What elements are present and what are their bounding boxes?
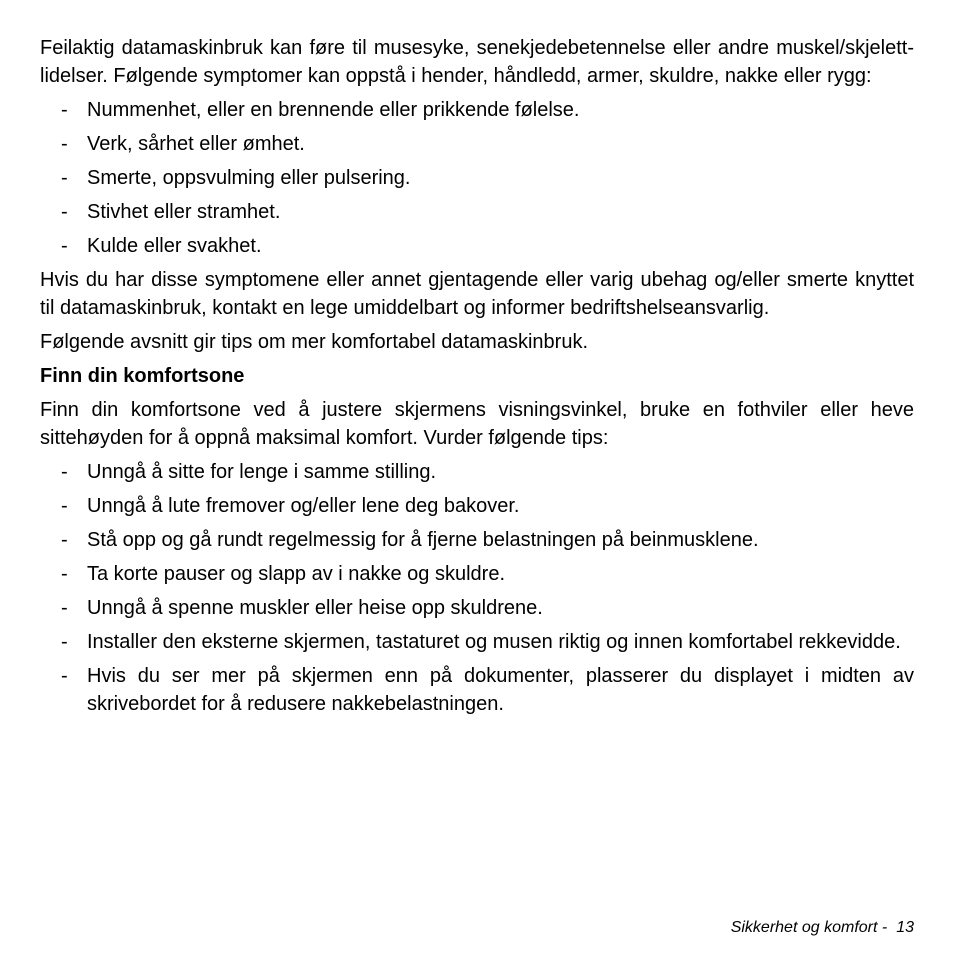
- list-dash: -: [61, 461, 68, 483]
- list-dash: -: [61, 563, 68, 585]
- page-footer: [731, 918, 914, 938]
- list-item: - Unngå å sitte for lenge i samme stilling.: [40, 458, 914, 486]
- section-heading: Finn din komfortsone: [40, 365, 245, 387]
- list-dash: -: [61, 631, 68, 653]
- list-dash: -: [61, 495, 68, 517]
- next-paragraph: Følgende avsnitt gir tips om mer komfortabel datamaskinbruk.: [40, 331, 588, 353]
- list-item: - Kulde eller svakhet.: [40, 232, 914, 260]
- list-item: - Smerte, oppsvulming eller pulsering.: [40, 164, 914, 192]
- list-item: - Ta korte pauser og slapp av i nakke og skuldre.: [40, 560, 914, 588]
- list-dash: -: [61, 529, 68, 551]
- advice-paragraph: Hvis du har disse symptomene eller annet gjentagende eller varig ubehag og/eller smerte knyttet til datamaskinbruk, kontakt en lege umiddelbart og informer bedriftshelseansvarlig.: [40, 269, 914, 319]
- comfort-intro-paragraph: Finn din komfortsone ved å justere skjermens visningsvinkel, bruke en fothviler eller heve sittehøyden for å oppnå maksimal komfort. Vurder følgende tips:: [40, 399, 914, 449]
- tips-list: [40, 458, 914, 718]
- list-item: - Stivhet eller stramhet.: [40, 198, 914, 226]
- list-dash: -: [61, 201, 68, 223]
- intro-paragraph: Feilaktig datamaskinbruk kan føre til musesyke, senekjedebetennelse eller andre muskel/skjelett-lidelser. Følgende symptomer kan oppstå i hender, håndledd, armer, skuldre, nakke eller rygg:: [40, 37, 914, 87]
- list-item: - Stå opp og gå rundt regelmessig for å fjerne belastningen på beinmusklene.: [40, 526, 914, 554]
- list-dash: -: [61, 167, 68, 189]
- symptom-list: [40, 96, 914, 260]
- list-item: - Nummenhet, eller en brennende eller prikkende følelse.: [40, 96, 914, 124]
- list-item: - Verk, sårhet eller ømhet.: [40, 130, 914, 158]
- list-item: - Installer den eksterne skjermen, tastaturet og musen riktig og innen komfortabel rekkevidde.: [40, 628, 914, 656]
- list-dash: -: [61, 665, 68, 687]
- list-item: - Unngå å spenne muskler eller heise opp skuldrene.: [40, 594, 914, 622]
- footer-section-title: Sikkerhet og komfort -: [730, 919, 888, 936]
- list-dash: -: [61, 235, 68, 257]
- list-item: - Hvis du ser mer på skjermen enn på dokumenter, plasserer du displayet i midten av skrivebordet for å redusere nakkebelastningen.: [40, 662, 914, 718]
- page-number: 13: [896, 919, 914, 936]
- list-item: - Unngå å lute fremover og/eller lene deg bakover.: [40, 492, 914, 520]
- list-dash: -: [61, 597, 68, 619]
- document-body: [40, 34, 914, 724]
- list-dash: -: [61, 99, 68, 121]
- list-dash: -: [61, 133, 68, 155]
